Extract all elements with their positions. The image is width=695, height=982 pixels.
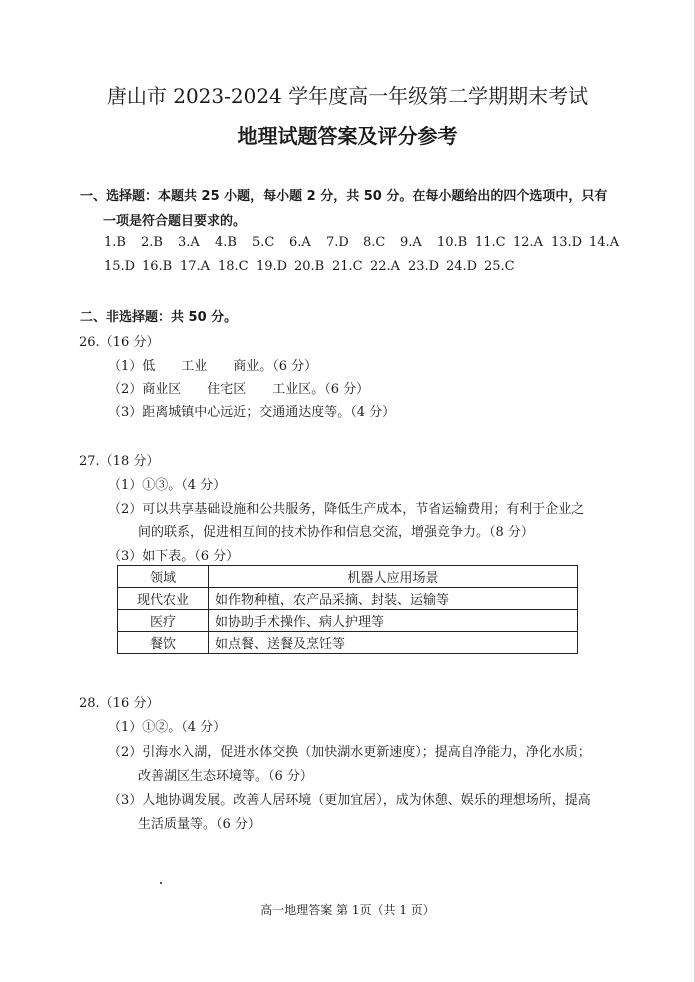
q28-answer3-line1: （3）人地协调发展。改善人居环境（更加宜居），成为休憩、娱乐的理想场所，提高 [108, 793, 591, 808]
table-header-cell: 领域 [118, 566, 209, 588]
mc-answers-row1 [104, 235, 627, 250]
q28-answer2-line1: （2）引海水入湖，促进水体交换（加快湖水更新速度）；提高自净能力，净化水质； [108, 745, 591, 760]
mc-answer: 24.D [446, 259, 478, 274]
mc-answer: 17.A [180, 259, 211, 274]
table-cell-scenario: 如协助手术操作、病人护理等 [209, 610, 578, 632]
mc-answer: 19.D [256, 259, 288, 274]
mc-answer: 8.C [363, 235, 386, 250]
mc-answer: 3.A [178, 235, 200, 250]
mc-answer: 23.D [408, 259, 440, 274]
mc-answer: 25.C [484, 259, 515, 274]
q27-label: 27.（18 分） [79, 454, 160, 469]
table-row [118, 632, 578, 654]
q26-answer2: （2）商业区 住宅区 工业区。（6 分） [108, 382, 370, 397]
q28-answer3-line2: 生活质量等。（6 分） [138, 817, 261, 832]
mc-answer: 2.B [141, 235, 163, 250]
q28-answer2-line2: 改善湖区生态环境等。（6 分） [138, 769, 313, 784]
mc-answer: 4.B [215, 235, 237, 250]
mc-answer: 11.C [475, 235, 506, 250]
mc-answer: 22.A [370, 259, 401, 274]
mc-answer: 12.A [513, 235, 544, 250]
section1-heading-line1: 一、选择题：本题共 25 小题，每小题 2 分，共 50 分。在每小题给出的四个选项中，只有 [80, 189, 608, 204]
q28-label: 28.（16 分） [79, 696, 160, 711]
table-cell-scenario: 如作物种植，农产品采摘、封装、运输等 [209, 588, 578, 610]
table-header-row [118, 566, 578, 588]
answer-key-title: 地理试题答案及评分参考 [237, 124, 458, 148]
table-header-cell: 机器人应用场景 [209, 566, 578, 588]
q27-answer1: （1）①③。（4 分） [108, 478, 227, 493]
mc-answer: 7.D [326, 235, 349, 250]
stray-dot [160, 882, 162, 884]
table-row [118, 588, 578, 610]
section1-heading-line2: 一项是符合题目要求的。 [103, 214, 247, 229]
mc-answer: 21.C [332, 259, 363, 274]
mc-answers-row2 [104, 259, 522, 274]
mc-answer: 18.C [218, 259, 249, 274]
q27-answer2-line1: （2）可以共享基础设施和公共服务，降低生产成本，节省运输费用；有利于企业之 [108, 502, 585, 517]
mc-answer: 16.B [142, 259, 173, 274]
mc-answer: 1.B [104, 235, 126, 250]
q27-answer2-line2: 间的联系，促进相互间的技术协作和信息交流，增强竞争力。（8 分） [138, 525, 534, 540]
mc-answer: 6.A [289, 235, 311, 250]
mc-answer: 10.B [437, 235, 468, 250]
table-cell-field: 餐饮 [118, 632, 209, 654]
q28-answer1: （1）①②。（4 分） [108, 720, 227, 735]
table-row [118, 610, 578, 632]
q26-answer1: （1）低 工业 商业。（6 分） [108, 359, 318, 374]
q26-label: 26.（16 分） [79, 335, 160, 350]
q26-answer3: （3）距离城镇中心远近；交通通达度等。（4 分） [108, 405, 396, 420]
mc-answer: 13.D [551, 235, 583, 250]
mc-answer: 15.D [104, 259, 136, 274]
q27-answer3: （3）如下表。（6 分） [108, 549, 240, 564]
robot-application-table [117, 565, 578, 654]
table-cell-scenario: 如点餐、送餐及烹饪等 [209, 632, 578, 654]
mc-answer: 14.A [589, 235, 620, 250]
table-cell-field: 医疗 [118, 610, 209, 632]
mc-answer: 5.C [252, 235, 275, 250]
mc-answer: 20.B [294, 259, 325, 274]
table-cell-field: 现代农业 [118, 588, 209, 610]
page-footer: 高一地理答案 第 1页（共 1 页） [260, 903, 435, 917]
mc-answer: 9.A [400, 235, 422, 250]
section2-heading: 二、非选择题：共 50 分。 [80, 310, 238, 325]
exam-title: 唐山市 2023-2024 学年度高一年级第二学期期末考试 [106, 84, 589, 108]
